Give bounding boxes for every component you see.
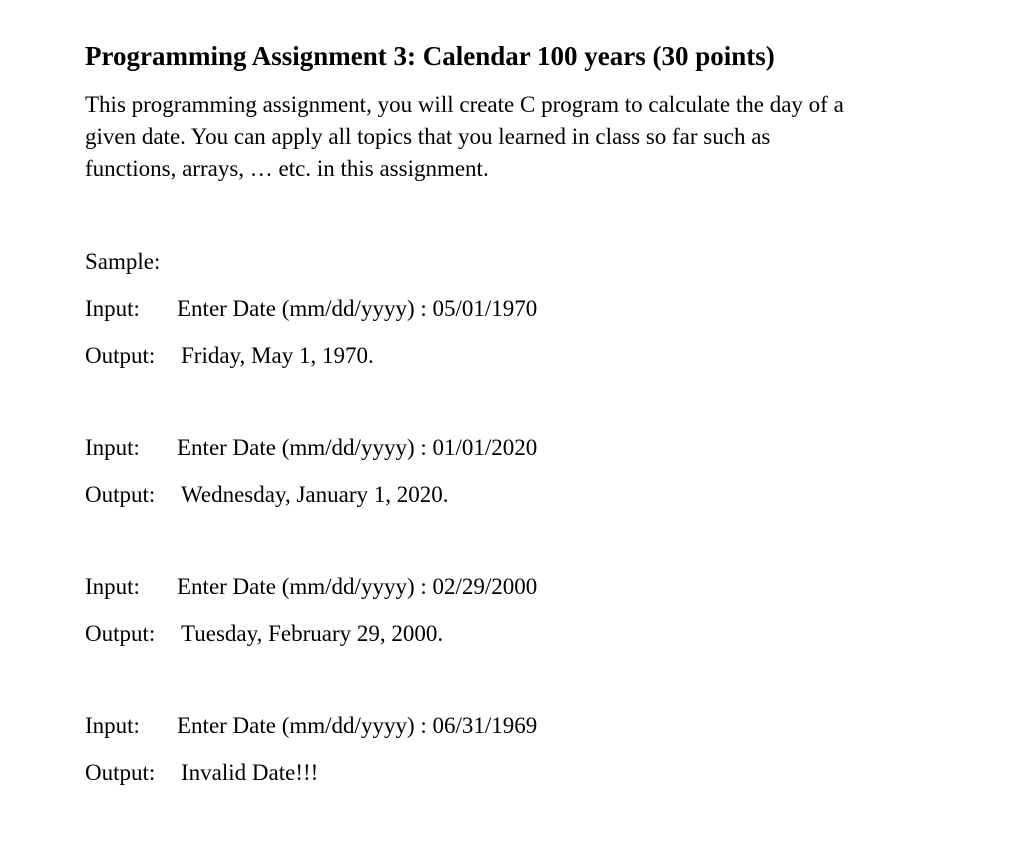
- input-label: Input:: [85, 296, 140, 321]
- assignment-title: Programming Assignment 3: Calendar 100 years (30 points): [85, 41, 775, 71]
- output-label: Output:: [85, 343, 156, 368]
- sample-output-row: [85, 340, 374, 372]
- input-label: Input:: [85, 713, 140, 738]
- output-label: Output:: [85, 621, 156, 646]
- sample-input-row: [85, 710, 538, 742]
- sample-input-row: [85, 293, 538, 325]
- sample-input-row: [85, 571, 538, 603]
- input-label: Input:: [85, 435, 140, 460]
- sample-heading: Sample:: [85, 249, 161, 274]
- intro-line: given date. You can apply all topics that you learned in class so far such as: [85, 124, 771, 149]
- output-value: Invalid Date!!!: [181, 760, 319, 785]
- output-value: Wednesday, January 1, 2020.: [181, 482, 449, 507]
- input-value: Enter Date (mm/dd/yyyy) : 02/29/2000: [177, 574, 538, 599]
- output-label: Output:: [85, 482, 156, 507]
- assignment-intro: [85, 89, 965, 185]
- sample-input-row: [85, 432, 538, 464]
- sample-output-row: [85, 757, 319, 789]
- output-value: Tuesday, February 29, 2000.: [181, 621, 444, 646]
- input-value: Enter Date (mm/dd/yyyy) : 05/01/1970: [177, 296, 538, 321]
- input-value: Enter Date (mm/dd/yyyy) : 06/31/1969: [177, 713, 538, 738]
- sample-output-row: [85, 479, 449, 511]
- output-value: Friday, May 1, 1970.: [181, 343, 374, 368]
- input-value: Enter Date (mm/dd/yyyy) : 01/01/2020: [177, 435, 538, 460]
- output-label: Output:: [85, 760, 156, 785]
- intro-line: functions, arrays, … etc. in this assignment.: [85, 156, 489, 181]
- intro-line: This programming assignment, you will create C program to calculate the day of a: [85, 92, 844, 117]
- input-label: Input:: [85, 574, 140, 599]
- sample-output-row: [85, 618, 444, 650]
